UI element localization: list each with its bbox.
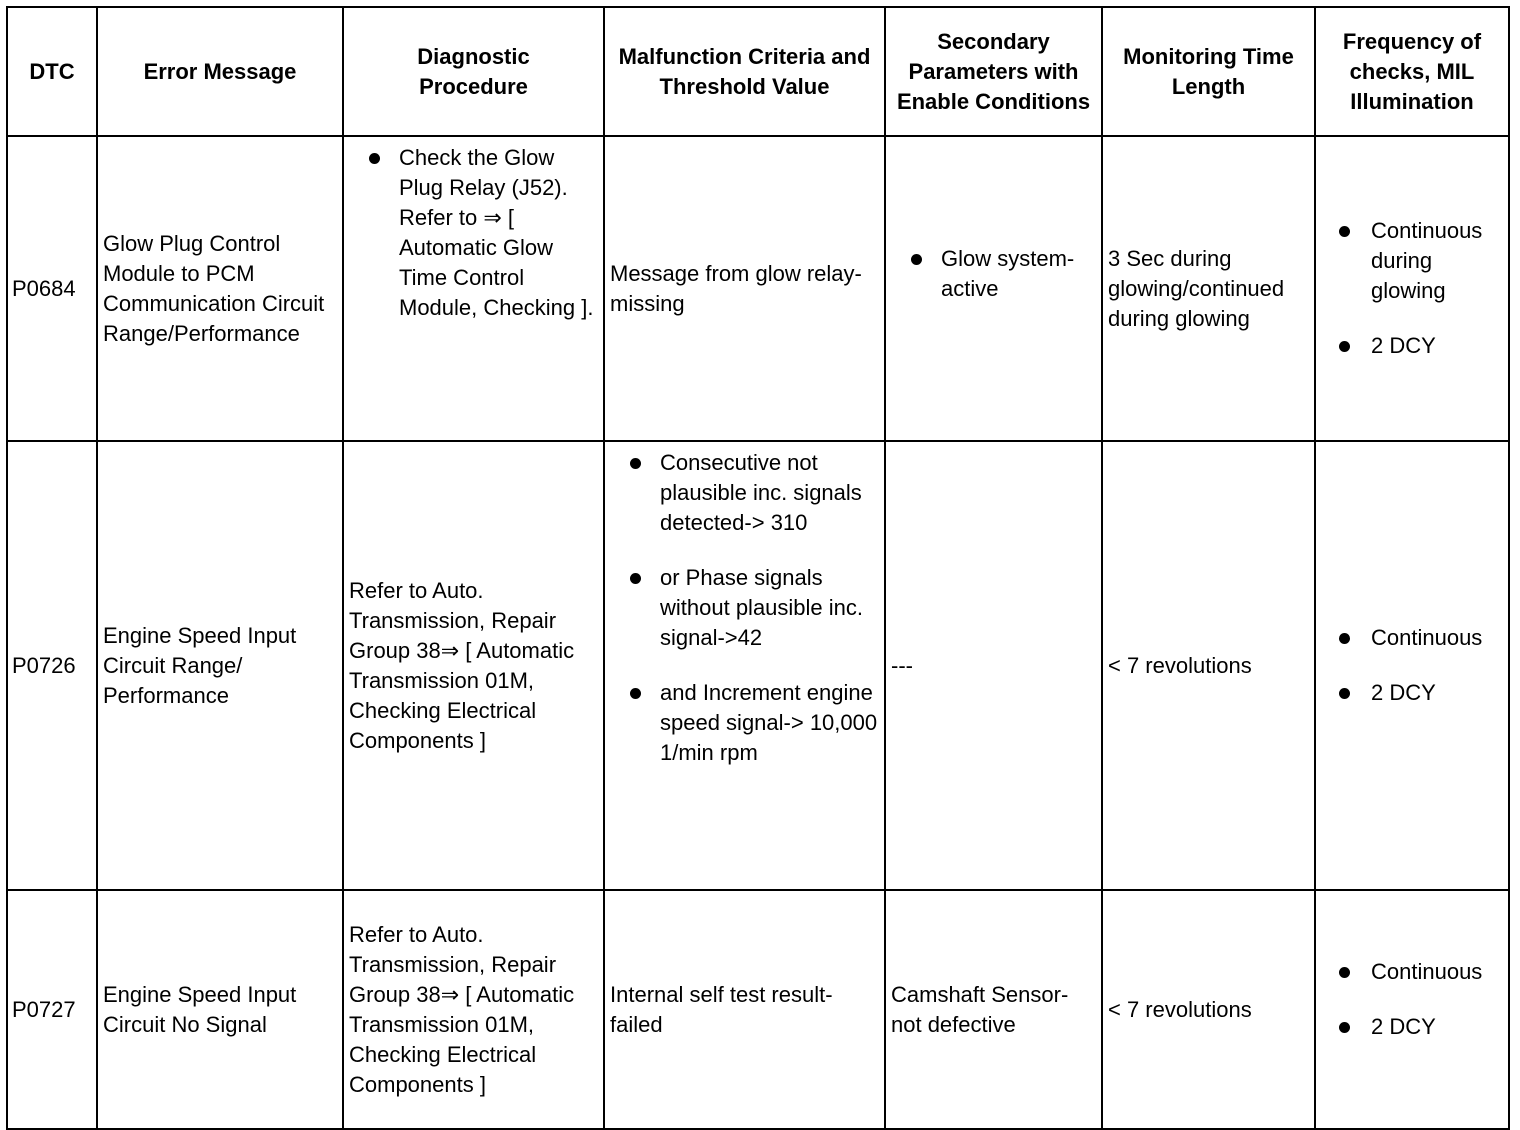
secondary-parameters: Camshaft Sensor-not defective [885,890,1102,1129]
column-header-diagnostic-procedure: Diagnostic Procedure [343,7,604,136]
frequency [1315,441,1509,890]
dtc-table [6,6,1510,1130]
list-item: Check the Glow Plug Relay (J52). Refer to ⇒ [ Automatic Glow Time Control Module, Checking ]. [349,143,601,323]
column-header-error-message: Error Message [97,7,343,136]
diagnostic-procedure: Refer to Auto. Transmission, Repair Group 38⇒ [ Automatic Transmission 01M, Checking Electrical Components ] [343,890,604,1129]
column-header-dtc: DTC [7,7,97,136]
malfunction-criteria [604,441,885,890]
list-item: Continuous [1321,957,1506,987]
frequency [1315,136,1509,441]
monitoring-time: < 7 revolutions [1102,441,1315,890]
diagnostic-procedure [343,136,604,441]
malfunction-criteria: Internal self test result-failed [604,890,885,1129]
frequency-list [1321,216,1506,361]
table-row [7,890,1509,1129]
frequency [1315,890,1509,1129]
list-item: 2 DCY [1321,678,1506,708]
column-header-secondary-parameters: Secondary Parameters with Enable Conditions [885,7,1102,136]
list-item: Continuous [1321,623,1506,653]
secondary-parameters [885,136,1102,441]
list-item: 2 DCY [1321,1012,1506,1042]
error-message: Engine Speed Input Circuit Range/ Performance [97,441,343,890]
error-message: Engine Speed Input Circuit No Signal [97,890,343,1129]
list-item: Continuous during glowing [1321,216,1506,306]
dtc-code: P0727 [7,890,97,1129]
secondary-parameters: --- [885,441,1102,890]
malfunction-criteria-list [610,448,879,768]
header-row [7,7,1509,136]
monitoring-time: < 7 revolutions [1102,890,1315,1129]
dtc-table-container [6,6,1510,1130]
list-item: and Increment engine speed signal-> 10,000 1/min rpm [610,678,879,768]
table-row [7,441,1509,890]
list-item: 2 DCY [1321,331,1506,361]
column-header-frequency: Frequency of checks, MIL Illumination [1315,7,1509,136]
list-item: Consecutive not plausible inc. signals detected-> 310 [610,448,879,538]
malfunction-criteria: Message from glow relay- missing [604,136,885,441]
secondary-parameters-list [891,244,1096,304]
dtc-code: P0726 [7,441,97,890]
diagnostic-procedure: Refer to Auto. Transmission, Repair Group 38⇒ [ Automatic Transmission 01M, Checking Electrical Components ] [343,441,604,890]
diagnostic-procedure-list [349,143,601,323]
frequency-list [1321,623,1506,708]
frequency-list [1321,957,1506,1042]
table-row [7,136,1509,441]
monitoring-time: 3 Sec during glowing/continued during glowing [1102,136,1315,441]
column-header-malfunction-criteria: Malfunction Criteria and Threshold Value [604,7,885,136]
list-item: Glow system-active [891,244,1096,304]
column-header-monitoring-time: Monitoring Time Length [1102,7,1315,136]
error-message: Glow Plug Control Module to PCM Communication Circuit Range/Performance [97,136,343,441]
list-item: or Phase signals without plausible inc. signal->42 [610,563,879,653]
dtc-code: P0684 [7,136,97,441]
